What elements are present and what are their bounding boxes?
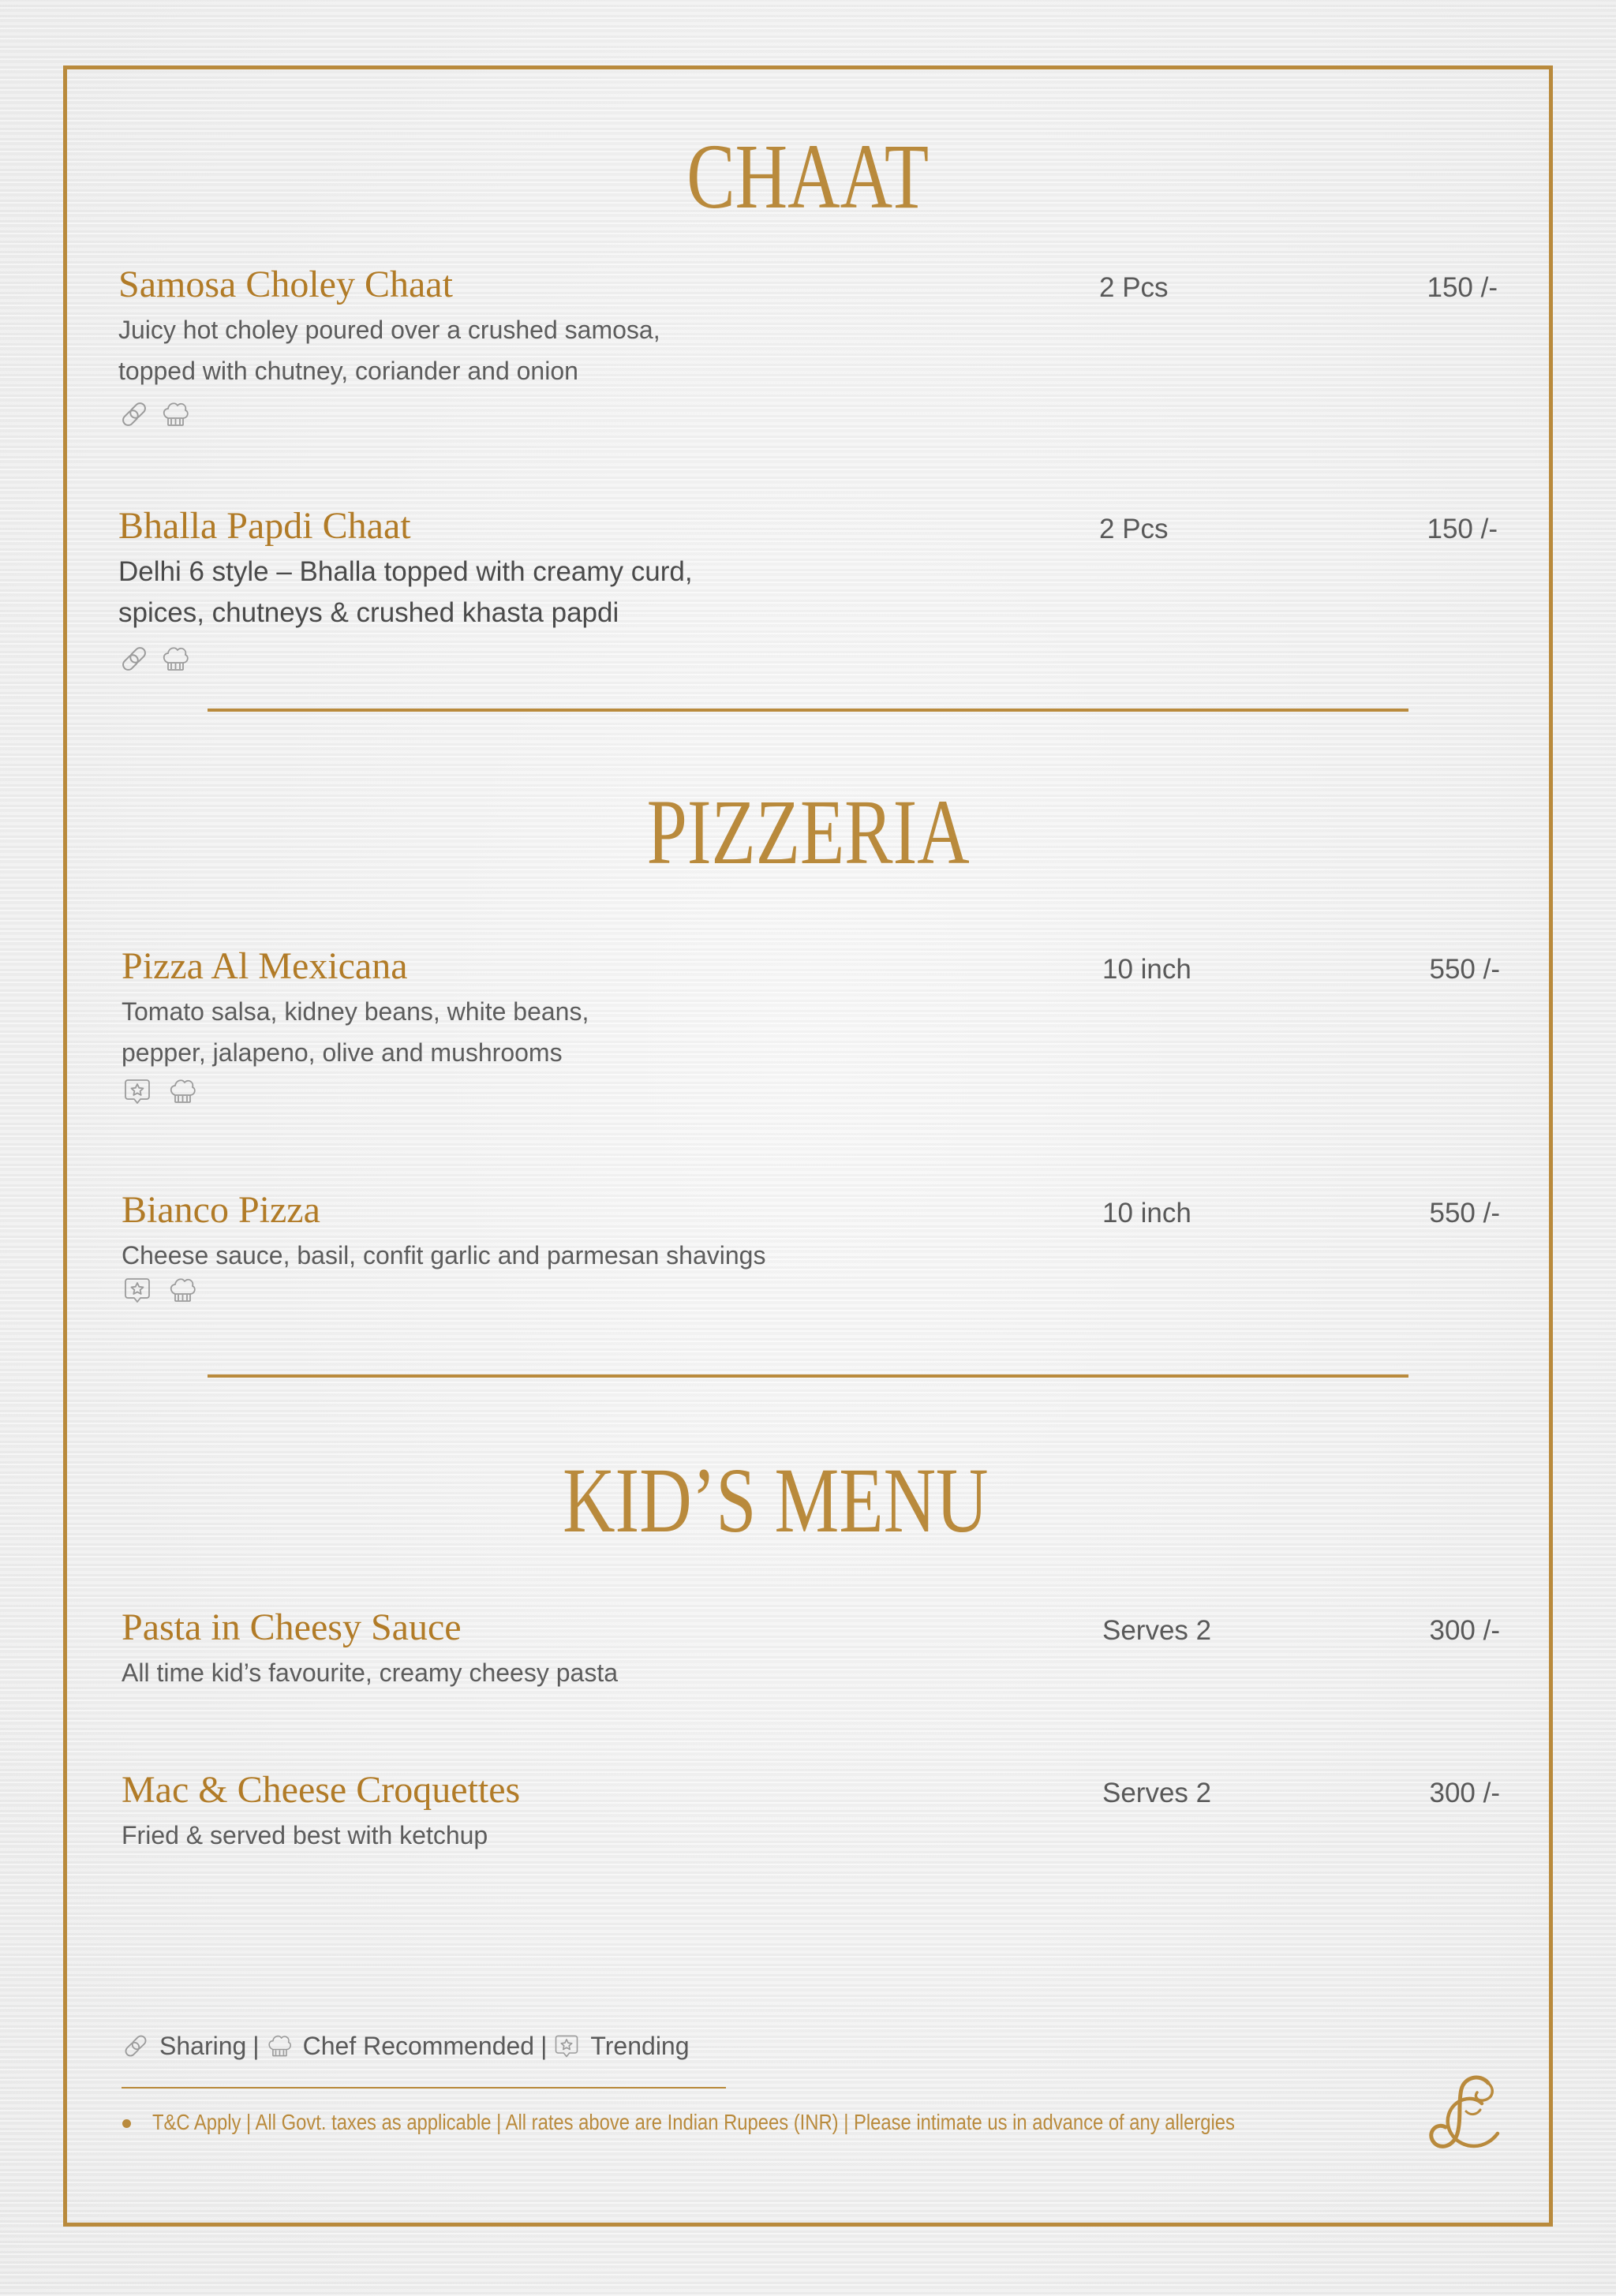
item-price: 300 /-: [1429, 1615, 1500, 1646]
footer-note: T&C Apply | All Govt. taxes as applicable | All rates above are Indian Rupees (INR) | Please intimate us in advance of any allergies: [152, 2110, 1235, 2134]
section-divider: [208, 1374, 1408, 1378]
item-description: [122, 1815, 488, 1856]
item-description-line: topped with chutney, coriander and onion: [118, 357, 578, 385]
footer-bullet: [122, 2119, 131, 2128]
item-price: 550 /-: [1429, 1198, 1500, 1228]
sharing-icon: [118, 398, 150, 430]
menu-item: [122, 943, 1500, 1116]
item-description-line: Tomato salsa, kidney beans, white beans,: [122, 997, 589, 1026]
menu-item: [118, 503, 1498, 676]
item-icons: [122, 1274, 198, 1306]
section-title-text: PIZZERIA: [646, 780, 970, 884]
item-portion: 10 inch: [1102, 1198, 1191, 1228]
chef-recommended-icon: [166, 1075, 198, 1107]
trending-icon: [122, 1274, 153, 1306]
item-icons: [118, 398, 191, 430]
item-name: Mac & Cheese Croquettes: [122, 1769, 521, 1811]
sharing-icon: [122, 2032, 150, 2060]
menu-item: [122, 1604, 1500, 1699]
trending-icon: [122, 1075, 153, 1107]
item-icons: [122, 1075, 198, 1107]
item-description-line: Fried & served best with ketchup: [122, 1821, 488, 1849]
section-title-kids-menu: [0, 1445, 1584, 1556]
legend-underline: [122, 2087, 726, 2088]
item-description-line: pepper, jalapeno, olive and mushrooms: [122, 1038, 563, 1067]
item-portion: 2 Pcs: [1099, 272, 1169, 303]
item-price: 550 /-: [1429, 954, 1500, 985]
section-title-text: KID’S MENU: [563, 1449, 989, 1552]
item-description-line: Juicy hot choley poured over a crushed samosa,: [118, 316, 660, 344]
item-portion: Serves 2: [1102, 1778, 1212, 1808]
chef-recommended-icon: [265, 2032, 294, 2060]
legend-label-sharing: Sharing: [159, 2032, 247, 2060]
item-description: [122, 991, 589, 1073]
item-price: 150 /-: [1427, 514, 1498, 544]
item-name: Bhalla Papdi Chaat: [118, 505, 411, 547]
item-name: Pasta in Cheesy Sauce: [122, 1606, 462, 1648]
chef-recommended-icon: [166, 1274, 198, 1306]
legend-label-chef-recommended: Chef Recommended: [302, 2032, 535, 2060]
item-price: 300 /-: [1429, 1778, 1500, 1808]
section-title-pizzeria: [0, 777, 1616, 888]
item-description-line: spices, chutneys & crushed khasta papdi: [118, 597, 619, 628]
item-description-line: Delhi 6 style – Bhalla topped with creamy curd,: [118, 556, 693, 587]
section-title-chaat: [0, 122, 1616, 232]
item-name: Pizza Al Mexicana: [122, 945, 408, 987]
item-portion: 10 inch: [1102, 954, 1191, 985]
menu-item: [122, 1187, 1500, 1360]
item-description-line: All time kid’s favourite, creamy cheesy pasta: [122, 1658, 618, 1687]
sharing-icon: [118, 643, 150, 675]
menu-item: [118, 261, 1498, 435]
legend-separator: |: [252, 2032, 260, 2060]
section-divider: [208, 709, 1408, 712]
item-description: [118, 309, 660, 391]
item-description: [122, 1652, 618, 1693]
item-name: Bianco Pizza: [122, 1189, 320, 1231]
item-portion: 2 Pcs: [1099, 514, 1169, 544]
icon-legend: [122, 2029, 690, 2063]
item-portion: Serves 2: [1102, 1615, 1212, 1646]
chef-recommended-icon: [159, 398, 191, 430]
item-description: [122, 1235, 765, 1276]
legend-separator: |: [541, 2032, 548, 2060]
item-description: [118, 552, 693, 634]
chef-recommended-icon: [159, 643, 191, 675]
monogram-logo-icon: [1425, 2070, 1504, 2157]
item-price: 150 /-: [1427, 272, 1498, 303]
menu-item: [122, 1767, 1500, 1861]
section-title-text: CHAAT: [686, 125, 930, 228]
item-icons: [118, 643, 191, 675]
legend-label-trending: Trending: [590, 2032, 690, 2060]
item-name: Samosa Choley Chaat: [118, 264, 453, 305]
trending-icon: [552, 2032, 581, 2060]
item-description-line: Cheese sauce, basil, confit garlic and parmesan shavings: [122, 1241, 766, 1270]
